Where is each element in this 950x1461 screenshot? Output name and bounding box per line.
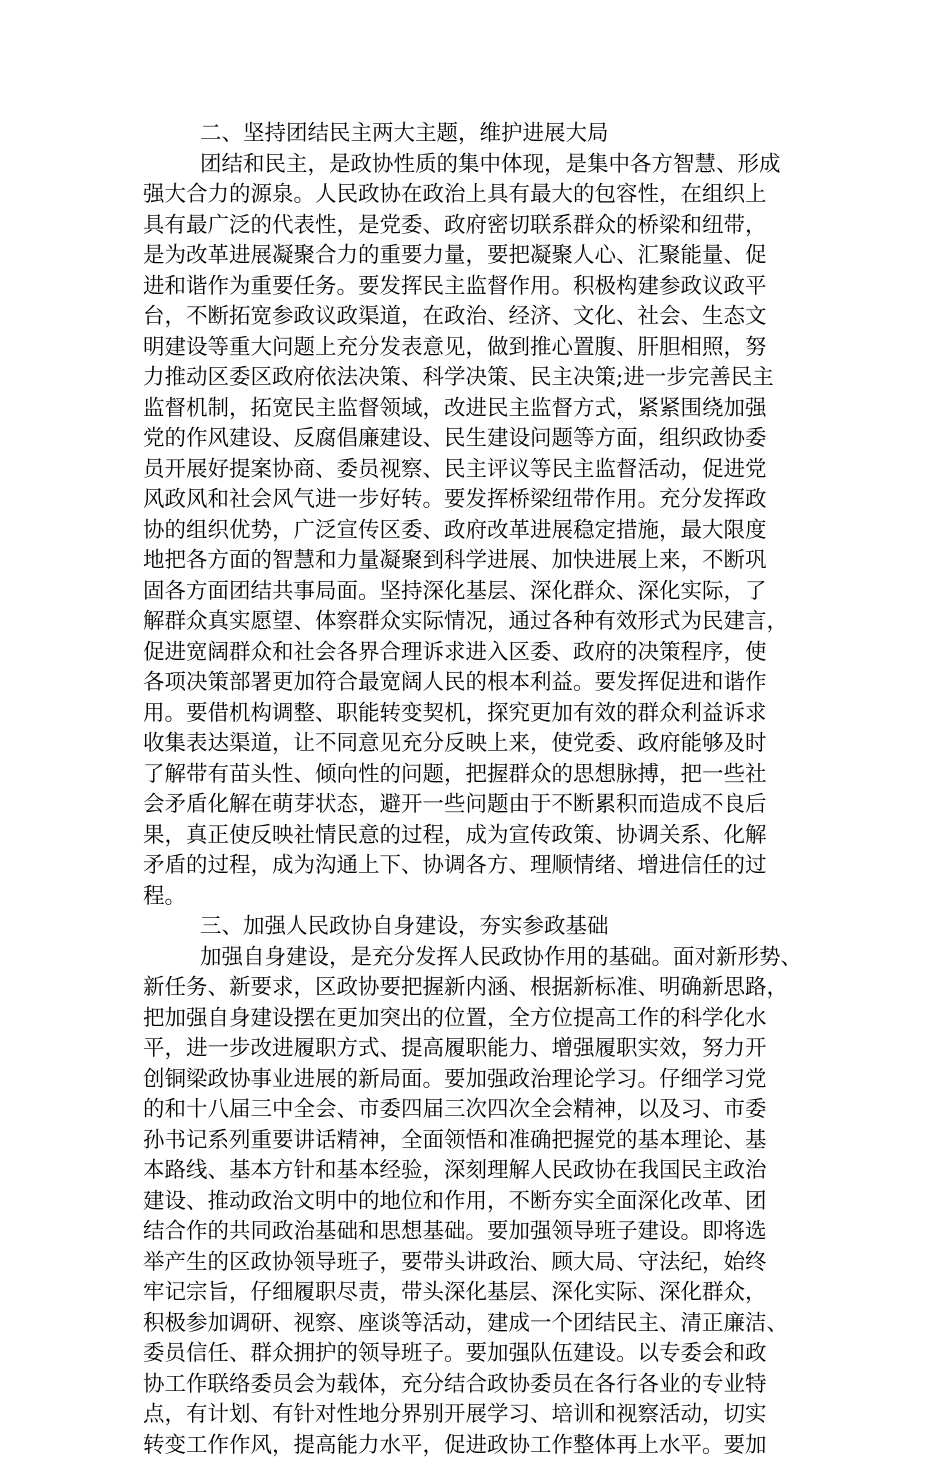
text-line: 把加强自身建设摆在更加突出的位置，全方位提高工作的科学化水: [143, 1004, 813, 1035]
text-line: 党的作风建设、反腐倡廉建设、民生建设问题等方面，组织政协委: [143, 424, 813, 455]
text-line: 各项决策部署更加符合最宽阔人民的根本利益。要发挥促进和谐作: [143, 668, 813, 699]
text-line: 风政风和社会风气进一步好转。要发挥桥梁纽带作用。充分发挥政: [143, 485, 813, 516]
text-line: 是为改革进展凝聚合力的重要力量，要把凝聚人心、汇聚能量、促: [143, 241, 813, 272]
text-line: 的和十八届三中全会、市委四届三次四次全会精神，以及习、市委: [143, 1095, 813, 1126]
text-line: 委员信任、群众拥护的领导班子。要加强队伍建设。以专委会和政: [143, 1339, 813, 1370]
text-line: 强大合力的源泉。人民政协在政治上具有最大的包容性，在组织上: [143, 180, 813, 211]
text-line: 平，进一步改进履职方式、提高履职能力、增强履职实效，努力开: [143, 1034, 813, 1065]
text-line: 三、加强人民政协自身建设，夯实参政基础: [143, 912, 813, 943]
text-line: 转变工作作风，提高能力水平，促进政协工作整体再上水平。要加: [143, 1431, 813, 1461]
text-line: 新任务、新要求，区政协要把握新内涵、根据新标准、明确新思路，: [143, 973, 813, 1004]
text-line: 监督机制，拓宽民主监督领域，改进民主监督方式，紧紧围绕加强: [143, 394, 813, 425]
text-line: 程。: [143, 882, 813, 913]
text-line: 协的组织优势，广泛宣传区委、政府改革进展稳定措施，最大限度: [143, 516, 813, 547]
text-line: 促进宽阔群众和社会各界合理诉求进入区委、政府的决策程序，使: [143, 638, 813, 669]
text-line: 创铜梁政协事业进展的新局面。要加强政治理论学习。仔细学习党: [143, 1065, 813, 1096]
text-line: 了解带有苗头性、倾向性的问题，把握群众的思想脉搏，把一些社: [143, 760, 813, 791]
text-line: 建设、推动政治文明中的地位和作用，不断夯实全面深化改革、团: [143, 1187, 813, 1218]
text-line: 果，真正使反映社情民意的过程，成为宣传政策、协调关系、化解: [143, 821, 813, 852]
text-line: 明建设等重大问题上充分发表意见，做到推心置腹、肝胆相照，努: [143, 333, 813, 364]
text-line: 本路线、基本方针和基本经验，深刻理解人民政协在我国民主政治: [143, 1156, 813, 1187]
text-line: 收集表达渠道，让不同意见充分反映上来，使党委、政府能够及时: [143, 729, 813, 760]
text-line: 结合作的共同政治基础和思想基础。要加强领导班子建设。即将选: [143, 1217, 813, 1248]
text-line: 二、坚持团结民主两大主题，维护进展大局: [143, 119, 813, 150]
text-line: 加强自身建设，是充分发挥人民政协作用的基础。面对新形势、: [143, 943, 813, 974]
text-line: 团结和民主，是政协性质的集中体现，是集中各方智慧、形成: [143, 150, 813, 181]
text-line: 力推动区委区政府依法决策、科学决策、民主决策;进一步完善民主: [143, 363, 813, 394]
text-line: 牢记宗旨，仔细履职尽责，带头深化基层、深化实际、深化群众，: [143, 1278, 813, 1309]
text-line: 台，不断拓宽参政议政渠道，在政治、经济、文化、社会、生态文: [143, 302, 813, 333]
text-line: 积极参加调研、视察、座谈等活动，建成一个团结民主、清正廉洁、: [143, 1309, 813, 1340]
text-line: 协工作联络委员会为载体，充分结合政协委员在各行各业的专业特: [143, 1370, 813, 1401]
text-line: 进和谐作为重要任务。要发挥民主监督作用。积极构建参政议政平: [143, 272, 813, 303]
text-line: 会矛盾化解在萌芽状态，避开一些问题由于不断累积而造成不良后: [143, 790, 813, 821]
text-line: 固各方面团结共事局面。坚持深化基层、深化群众、深化实际，了: [143, 577, 813, 608]
text-line: 孙书记系列重要讲话精神，全面领悟和准确把握党的基本理论、基: [143, 1126, 813, 1157]
text-line: 地把各方面的智慧和力量凝聚到科学进展、加快进展上来，不断巩: [143, 546, 813, 577]
text-line: 举产生的区政协领导班子，要带头讲政治、顾大局、守法纪，始终: [143, 1248, 813, 1279]
text-line: 具有最广泛的代表性，是党委、政府密切联系群众的桥梁和纽带，: [143, 211, 813, 242]
text-line: 解群众真实愿望、体察群众实际情况，通过各种有效形式为民建言，: [143, 607, 813, 638]
text-line: 点，有计划、有针对性地分界别开展学习、培训和视察活动，切实: [143, 1400, 813, 1431]
document-body: [143, 119, 813, 1461]
text-line: 矛盾的过程，成为沟通上下、协调各方、理顺情绪、增进信任的过: [143, 851, 813, 882]
text-line: 员开展好提案协商、委员视察、民主评议等民主监督活动，促进党: [143, 455, 813, 486]
text-line: 用。要借机构调整、职能转变契机，探究更加有效的群众利益诉求: [143, 699, 813, 730]
